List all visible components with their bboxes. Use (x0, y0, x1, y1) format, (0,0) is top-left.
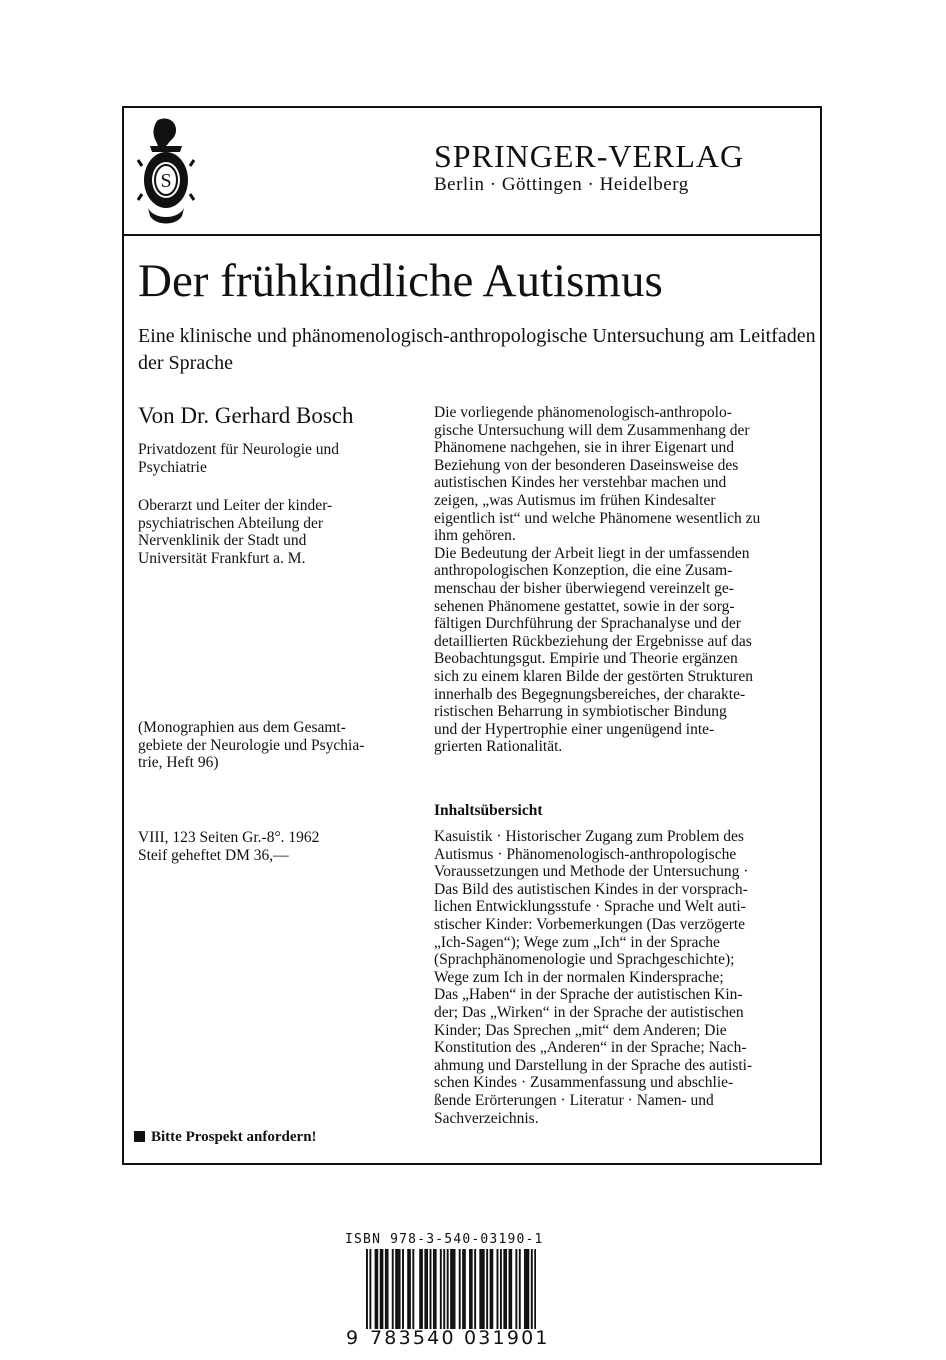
barcode-bar (369, 1249, 371, 1329)
text-line: (Sprachphänomenologie und Sprachgeschichte); (434, 951, 735, 969)
barcode-bar (397, 1249, 399, 1329)
text-line: Oberarzt und Leiter der kinder- (138, 497, 333, 514)
barcode-bar (503, 1249, 505, 1329)
barcode-bar (479, 1249, 481, 1329)
barcode-bar (524, 1249, 526, 1329)
barcode-bar (450, 1249, 452, 1329)
barcode-bar (419, 1249, 421, 1329)
barcode-bar (387, 1249, 389, 1329)
text-line: trie, Heft 96) (138, 754, 219, 772)
author-affiliation (138, 497, 413, 567)
order-note (134, 1129, 317, 1146)
contents-text (434, 828, 812, 1127)
text-line: eigentlich ist“ und welche Phänomene wesentlich zu (434, 509, 761, 527)
text-line: fältigen Durchführung der Sprachanalyse und der (434, 615, 741, 633)
text-line: Phänomene nachgehen, sie in ihrer Eigenart und (434, 439, 734, 457)
text-line: schen Kindes · Zusammenfassung und abschlie- (434, 1074, 734, 1092)
text-line: Beobachtungsgut. Empirie und Theorie ergänzen (434, 650, 738, 668)
text-line: Voraussetzungen und Methode der Untersuchung · (434, 863, 749, 881)
barcode-bar (430, 1249, 432, 1329)
text-line: Die vorliegende phänomenologisch-anthropolo- (434, 404, 732, 421)
barcode-bar (424, 1249, 426, 1329)
barcode-bar (380, 1249, 382, 1329)
author-byline: Von Dr. Gerhard Bosch (138, 403, 354, 428)
book-description (434, 404, 812, 756)
barcode-bar (491, 1249, 493, 1329)
barcode-bar (385, 1249, 387, 1329)
text-line: ihm gehören. (434, 527, 516, 545)
text-line: Konstitution des „Anderen“ in der Sprache; Nach- (434, 1039, 747, 1057)
contents-heading: Inhaltsübersicht (434, 802, 543, 819)
barcode-bar (527, 1249, 529, 1329)
text-line: detaillierten Rückbeziehung der Ergebnisse auf das (434, 632, 752, 650)
barcode-bar (375, 1249, 377, 1329)
book-advertisement (122, 106, 822, 1165)
barcode-bar (447, 1249, 449, 1329)
text-line: VIII, 123 Seiten Gr.-8°. 1962 (138, 829, 320, 846)
ean-digits: 783540 031901 (370, 1327, 550, 1349)
barcode-bar (426, 1249, 428, 1329)
text-line: Autismus · Phänomenologisch-anthropologische (434, 845, 737, 863)
text-line: innerhalb des Begegnungsbereiches, der charakte- (434, 685, 746, 703)
barcode-bar (395, 1249, 397, 1329)
svg-text:S: S (160, 170, 172, 192)
barcode-bar (531, 1249, 533, 1329)
text-line: lichen Entwicklungsstufe · Sprache und Welt auti- (434, 898, 746, 916)
barcode-bar (500, 1249, 502, 1329)
barcode-bar (402, 1249, 404, 1329)
ean-first-digit: 9 (346, 1327, 359, 1349)
book-subtitle: Eine klinische und phänomenologisch-anthropologische Untersuchung am Leitfaden der Sprache (138, 325, 816, 374)
text-line: Universität Frankfurt a. M. (138, 549, 306, 567)
text-line: Das Bild des autistischen Kindes in der vorsprach- (434, 880, 748, 898)
text-line: zeigen, „was Autismus im frühen Kindesalter (434, 491, 716, 509)
barcode-bar (366, 1249, 368, 1329)
barcode-bar (376, 1249, 378, 1329)
barcode-bar (486, 1249, 488, 1329)
text-line: Sachverzeichnis. (434, 1109, 539, 1127)
barcode-bar (481, 1249, 483, 1329)
bullet-square-icon (134, 1131, 145, 1142)
barcode-bar (409, 1249, 411, 1329)
publisher-header (124, 108, 820, 236)
barcode-bar (505, 1249, 507, 1329)
text-line: Beziehung von der besonderen Daseinsweise des (434, 456, 739, 474)
text-line: und der Hypertrophie einer ungenügend inte- (434, 720, 715, 738)
text-line: menschau der bisher überwiegend vereinzelt ge- (434, 579, 734, 597)
barcode-bar (454, 1249, 456, 1329)
barcode-bar (483, 1249, 485, 1329)
text-line: Kinder; Das Sprechen „mit“ dem Anderen; Die (434, 1021, 727, 1039)
text-line: psychiatrischen Abteilung der (138, 514, 324, 532)
barcode-bar (381, 1249, 383, 1329)
barcode-bar (421, 1249, 423, 1329)
text-line: ßende Erörterungen · Literatur · Namen- und (434, 1091, 714, 1109)
publication-info (138, 829, 413, 864)
barcode-bar (497, 1249, 499, 1329)
text-line: Das „Haben“ in der Sprache der autistischen Kin- (434, 986, 743, 1004)
text-line: ristischen Beharrung in symbiotischer Bindung (434, 703, 727, 721)
series-note (138, 719, 413, 772)
barcode-bar (452, 1249, 454, 1329)
text-line: „Ich-Sagen“); Wege zum „Ich“ in der Sprache (434, 933, 720, 951)
text-line: anthropologischen Konzeption, die eine Zusam- (434, 562, 733, 580)
barcode-bar (471, 1249, 473, 1329)
text-line: Privatdozent für Neurologie und (138, 441, 340, 458)
text-line: sich zu einem klaren Bilde der gestörten Strukturen (434, 667, 753, 685)
barcode-bar (459, 1249, 461, 1329)
order-note-text: Bitte Prospekt anfordern! (151, 1129, 317, 1145)
barcode-bar (399, 1249, 401, 1329)
text-line: der; Das „Wirken“ in der Sprache der autistischen (434, 1003, 744, 1021)
text-line: Nervenklinik der Stadt und (138, 532, 307, 550)
text-line: grierten Rationalität. (434, 738, 563, 756)
barcode-bar (433, 1249, 435, 1329)
book-title: Der frühkindliche Autismus (138, 255, 663, 307)
author-position (138, 441, 413, 476)
barcode-bar (526, 1249, 528, 1329)
barcode-bar (443, 1249, 445, 1329)
barcode-bar (474, 1249, 476, 1329)
barcode-bar (435, 1249, 437, 1329)
text-line: Steif geheftet DM 36,— (138, 846, 289, 864)
text-line: (Monographien aus dem Gesamt- (138, 719, 346, 736)
barcode-bar (464, 1249, 466, 1329)
barcode-bar (519, 1249, 521, 1329)
isbn-label: ISBN 978-3-540-03190-1 (345, 1232, 544, 1247)
publisher-name: SPRINGER-VERLAG (434, 138, 745, 174)
barcode-bar (490, 1249, 492, 1329)
text-line: Psychiatrie (138, 458, 207, 476)
barcode (366, 1249, 536, 1329)
text-line: Kasuistik · Historischer Zugang zum Problem des (434, 828, 744, 845)
barcode-bar (509, 1249, 511, 1329)
barcode-bar (515, 1249, 517, 1329)
springer-knight-logo-icon (136, 116, 196, 228)
barcode-bar (412, 1249, 414, 1329)
text-line: sehenen Phänomene gestattet, sowie in der sorg- (434, 597, 735, 615)
barcode-bar (407, 1249, 409, 1329)
text-line: gische Untersuchung will dem Zusammenhang der (434, 421, 750, 439)
publisher-cities: Berlin · Göttingen · Heidelberg (434, 174, 689, 195)
text-line: autistischen Kindes her verstehbar machen und (434, 474, 727, 492)
barcode-bar (469, 1249, 471, 1329)
barcode-bar (510, 1249, 512, 1329)
text-line: stischer Kinder: Vorbemerkungen (Das verzögerte (434, 915, 746, 933)
barcode-bar (534, 1249, 536, 1329)
text-line: ahmung und Darstellung in der Sprache des autisti- (434, 1056, 753, 1074)
barcode-bar (462, 1249, 464, 1329)
text-line: gebiete der Neurologie und Psychia- (138, 736, 365, 754)
barcode-bar (392, 1249, 394, 1329)
text-line: Wege zum Ich in der normalen Kindersprache; (434, 968, 724, 986)
text-line: Die Bedeutung der Arbeit liegt in der umfassenden (434, 544, 750, 562)
barcode-bar (440, 1249, 442, 1329)
